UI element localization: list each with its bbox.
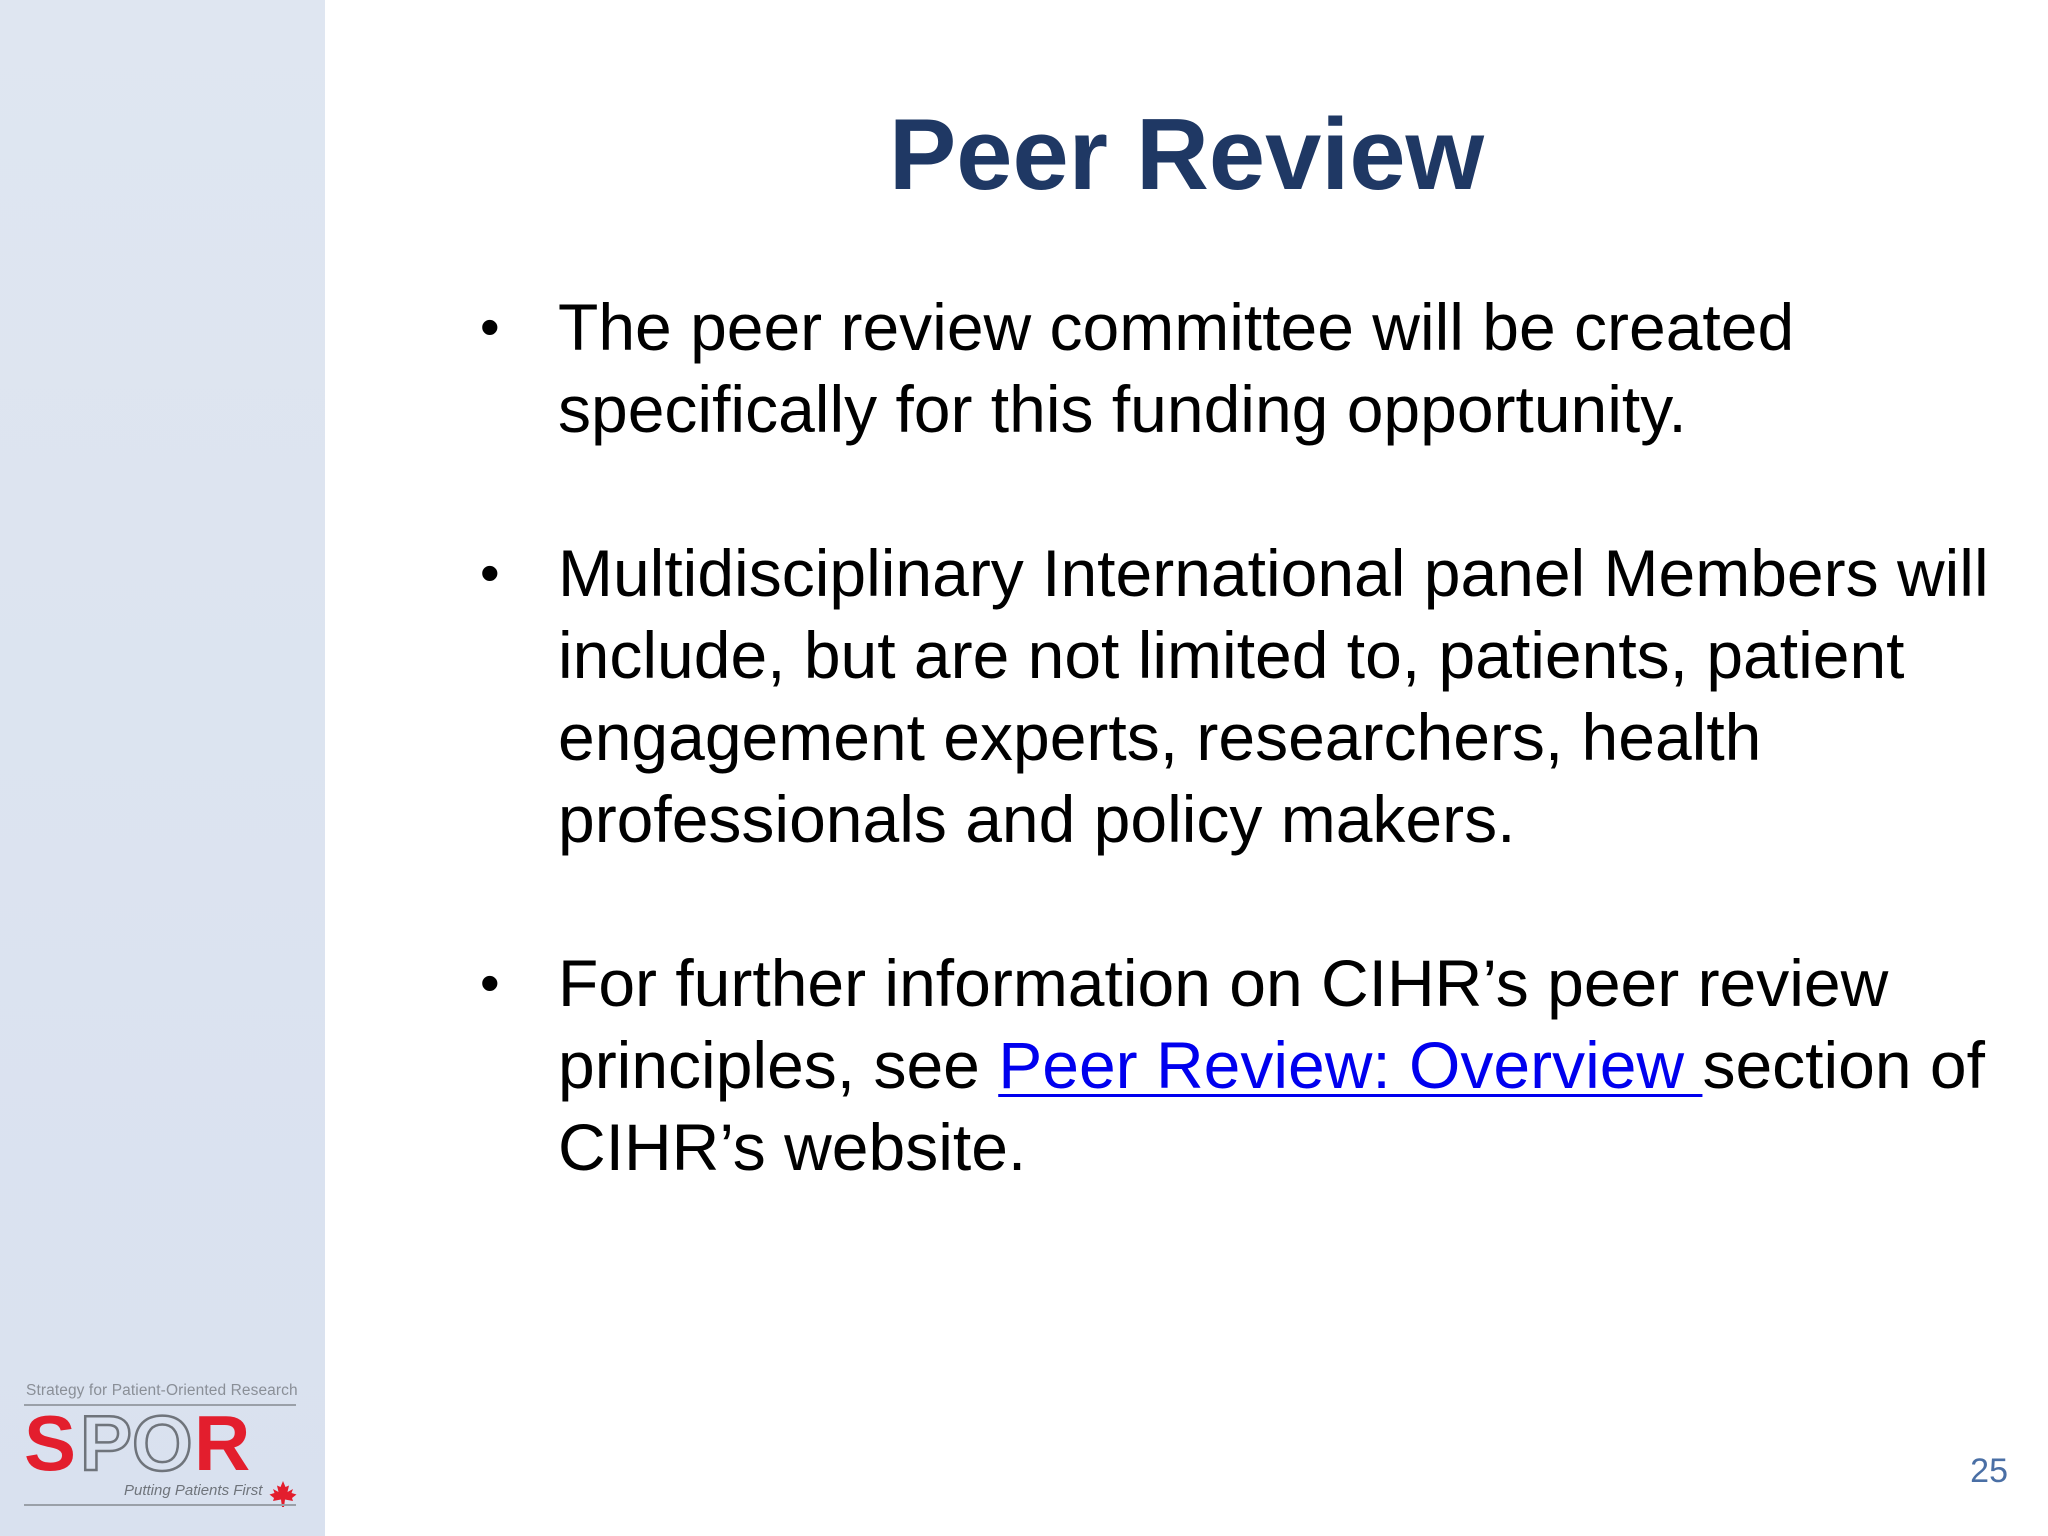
- logo-wordmark: [24, 1408, 300, 1480]
- bullet-dot: •: [480, 951, 500, 1014]
- bullet-item-further-info: [480, 942, 2020, 1188]
- bullet-item-panel-members: [480, 532, 2020, 860]
- bullet-text: Multidisciplinary International panel Members will include, but are not limited to, patients, patient engagement experts, researchers, health professionals and policy makers.: [558, 536, 1989, 856]
- logo-wordmark-s: S: [24, 1408, 77, 1480]
- bullet-item-committee: [480, 286, 2020, 450]
- logo-wordmark-p: P: [80, 1408, 133, 1480]
- logo-divider-top: [24, 1404, 296, 1406]
- bullet-text-before-link: For further information on CIHR’s peer review principles, see: [558, 946, 1889, 1102]
- bullet-dot: •: [480, 541, 500, 604]
- logo-wordmark-r: R: [194, 1408, 251, 1480]
- bullet-text-after-link: section of CIHR’s website.: [558, 1028, 1985, 1184]
- logo-tagline-top: Strategy for Patient-Oriented Research: [26, 1382, 298, 1399]
- bullet-list: [480, 286, 2020, 1270]
- logo-wordmark-o: O: [132, 1408, 193, 1480]
- sidebar-panel: [0, 0, 325, 1536]
- bullet-text: The peer review committee will be created specifically for this funding opportunity.: [558, 290, 1795, 446]
- spor-logo: [24, 1380, 300, 1510]
- slide-title: Peer Review: [888, 99, 1485, 211]
- logo-tagline-bottom: Putting Patients First: [124, 1482, 263, 1499]
- page-number: 25: [1970, 1452, 2008, 1490]
- bullet-dot: •: [480, 295, 500, 358]
- peer-review-overview-link[interactable]: Peer Review: Overview: [998, 1028, 1703, 1102]
- logo-divider-bottom: [24, 1504, 296, 1506]
